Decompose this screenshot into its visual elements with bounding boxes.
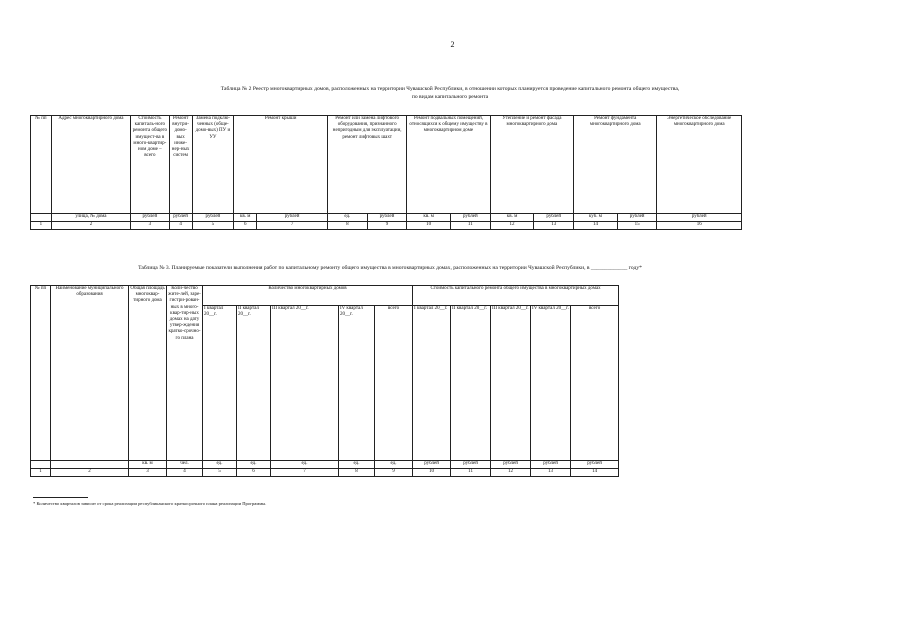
- t3-houses-total: всего: [375, 306, 413, 461]
- t3-houses-q2: II квартал 20__г.: [237, 306, 271, 461]
- table3-caption: Таблица № 3. Планируемые показатели выполнения работ по капитальному ремонту общего имущества в многоквартирных домах, расположенных на территории Чувашской Республики, в _____________ году*: [138, 265, 642, 271]
- t2-col-number: 13: [534, 222, 574, 230]
- t3-col-number: 14: [571, 469, 619, 477]
- t2-header-num: № пп: [31, 116, 52, 214]
- t2-col-number: 14: [574, 222, 618, 230]
- t3-col-number: 4: [167, 469, 203, 477]
- t2-col-number: 7: [257, 222, 328, 230]
- t2-header-engineering: Ремонт внутри-домо-вых инже-нер-ных систем: [169, 116, 192, 214]
- t3-unit: чел.: [167, 461, 203, 469]
- t2-col-number: 16: [657, 222, 742, 230]
- t2-header-elevator: Ремонт или замена лифтового оборудования, признанного непригодным для эксплуатации, ремонт лифтовых шахт: [328, 116, 407, 214]
- t3-numbers-row: [31, 469, 619, 477]
- t3-unit: ед.: [271, 461, 339, 469]
- t3-col-number: 3: [129, 469, 167, 477]
- table2: [30, 115, 742, 230]
- t2-unit: кв. м: [234, 214, 257, 222]
- t3-cost-q1: I квартал 20__г.: [413, 306, 451, 461]
- t2-header-foundation: Ремонт фундамента многоквартирного дома: [574, 116, 657, 214]
- t2-unit: кв. м: [490, 214, 534, 222]
- t3-header-cost-group: Стоимость капитального ремонта общего имущества в многоквартирных домах: [413, 286, 619, 306]
- t2-header-roof: Ремонт крыши: [234, 116, 328, 214]
- t3-cost-total: всего: [571, 306, 619, 461]
- t3-col-number: 10: [413, 469, 451, 477]
- footnote: * Количество кварталов зависит от срока реализации республиканского краткосрочного плана реализации Программы.: [33, 501, 267, 506]
- t2-unit: ед.: [328, 214, 368, 222]
- t3-cost-q3: III квартал 20__г.: [491, 306, 531, 461]
- t3-col-number: 13: [531, 469, 571, 477]
- t3-unit: [51, 461, 129, 469]
- t2-col-number: 10: [407, 222, 451, 230]
- t2-col-number: 11: [451, 222, 491, 230]
- t3-header-houses-group: Количество многоквартирных домов: [203, 286, 413, 306]
- t3-unit: ед.: [339, 461, 375, 469]
- t2-unit: кв. м: [407, 214, 451, 222]
- t3-unit: рублей: [491, 461, 531, 469]
- t2-col-number: 8: [328, 222, 368, 230]
- t2-numbers-row: [31, 222, 742, 230]
- t2-units-row: [31, 214, 742, 222]
- t2-unit: улица, № дома: [51, 214, 130, 222]
- t2-header-energy: Энергетическое обследование многоквартирного дома: [657, 116, 742, 214]
- t2-header-basement: Ремонт подвальных помещений, относящихся к общему имуществу в многоквартирном доме: [407, 116, 490, 214]
- t3-header-residents: Коли-чество жите-лей, заре-гистри-рован-ных в много-квар-тир-ных домах на дату утвер-ждения кратко-срочно-го плана: [167, 286, 203, 461]
- t2-header-total-cost: Стоимость капиталь-ного ремонта общего имущест-ва в много-квартир-ном доме – всего: [131, 116, 170, 214]
- t3-units-row: [31, 461, 619, 469]
- t3-col-number: 2: [51, 469, 129, 477]
- t2-unit: рублей: [131, 214, 170, 222]
- t3-unit: рублей: [413, 461, 451, 469]
- table2-caption-line1: Таблица № 2 Реестр многоквартирных домов, расположенных на территории Чувашской Республики, в отношении которых планируется проведение капитального ремонта общего имущества,: [220, 86, 680, 92]
- t2-header-address: Адрес многоквартирного дома: [51, 116, 130, 214]
- footnote-rule: [33, 497, 88, 498]
- t2-unit: рублей: [192, 214, 234, 222]
- t2-header-facade: Утепление и ремонт фасада многоквартирного дома: [490, 116, 573, 214]
- t2-col-number: 5: [192, 222, 234, 230]
- t2-unit: рублей: [367, 214, 407, 222]
- t2-col-number: 6: [234, 222, 257, 230]
- t2-header-meters: Замена подклю-ченных (обще-домо-вых) ПУ и УУ: [192, 116, 234, 214]
- t2-unit: рублей: [257, 214, 328, 222]
- t3-cost-q4: IV квартал 20__г.: [531, 306, 571, 461]
- t3-col-number: 1: [31, 469, 51, 477]
- t2-col-number: 4: [169, 222, 192, 230]
- t2-col-number: 15: [617, 222, 657, 230]
- t3-col-number: 9: [375, 469, 413, 477]
- t3-houses-q1: I квартал 20__г.: [203, 306, 237, 461]
- t3-cost-q2: II квартал 20__г.: [451, 306, 491, 461]
- t3-col-number: 7: [271, 469, 339, 477]
- t3-header-num: № пп: [31, 286, 51, 461]
- t3-header-area: Общая площадь многоквар-тирного дома: [129, 286, 167, 461]
- page-number: 2: [450, 40, 455, 49]
- t2-col-number: 3: [131, 222, 170, 230]
- t3-unit: [31, 461, 51, 469]
- t2-col-number: 12: [490, 222, 534, 230]
- t3-houses-q3: III квартал 20__г.: [271, 306, 339, 461]
- t2-col-number: 9: [367, 222, 407, 230]
- t2-unit: рублей: [657, 214, 742, 222]
- table2-caption-line2: по видам капитального ремонта: [411, 94, 489, 100]
- t3-unit: ед.: [375, 461, 413, 469]
- t2-unit: рублей: [617, 214, 657, 222]
- t2-unit: куб. м: [574, 214, 618, 222]
- t3-col-number: 12: [491, 469, 531, 477]
- table2-caption: [105, 85, 795, 101]
- t2-col-number: 2: [51, 222, 130, 230]
- t2-unit: рублей: [451, 214, 491, 222]
- t2-unit: рублей: [169, 214, 192, 222]
- t3-unit: ед.: [237, 461, 271, 469]
- t3-unit: рублей: [531, 461, 571, 469]
- t3-col-number: 8: [339, 469, 375, 477]
- t3-unit: ед.: [203, 461, 237, 469]
- t3-col-number: 11: [451, 469, 491, 477]
- table3: [30, 285, 619, 477]
- t3-unit: рублей: [571, 461, 619, 469]
- t2-unit: [31, 214, 52, 222]
- t3-col-number: 5: [203, 469, 237, 477]
- t3-col-number: 6: [237, 469, 271, 477]
- t2-unit: рублей: [534, 214, 574, 222]
- t3-houses-q4: IV квартал 20__г.: [339, 306, 375, 461]
- t3-header-municipality: Наименование муниципального образования: [51, 286, 129, 461]
- t3-unit: кв. м: [129, 461, 167, 469]
- t2-col-number: 1: [31, 222, 52, 230]
- t3-unit: рублей: [451, 461, 491, 469]
